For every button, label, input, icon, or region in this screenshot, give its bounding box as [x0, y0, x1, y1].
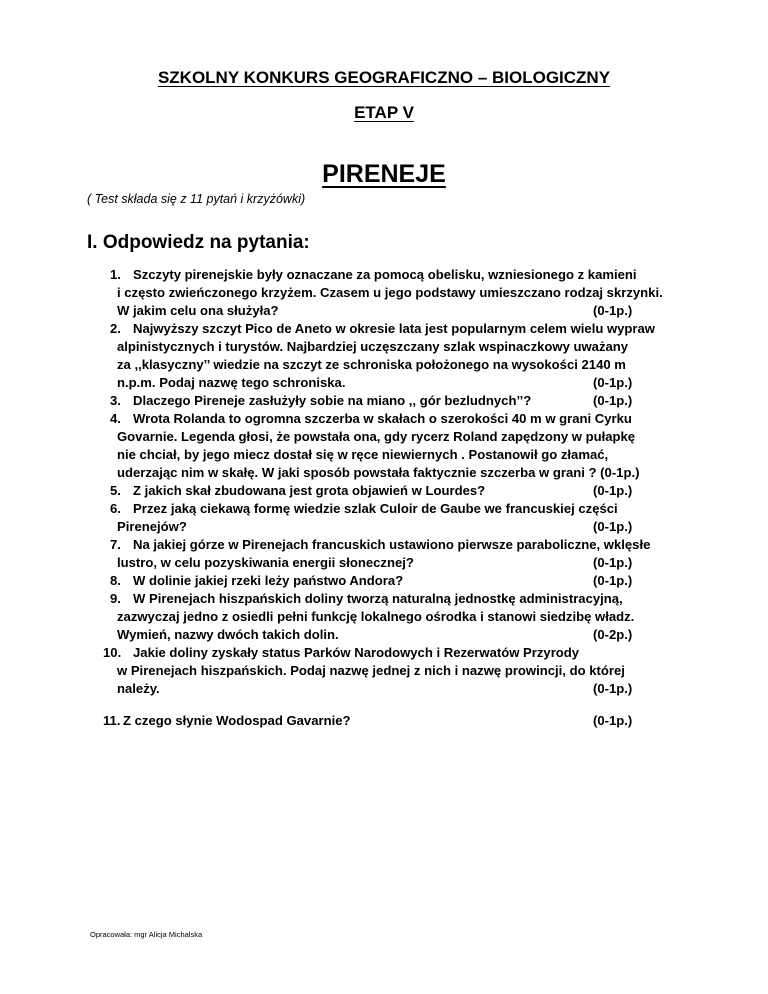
question-number: 7.: [110, 537, 121, 552]
question-text-line: Wrota Rolanda to ogromna szczerba w skałach o szerokości 40 m w grani Cyrku: [133, 411, 632, 426]
question-points: (0-1p.): [593, 375, 633, 390]
footer-author: Opracowała: mgr Alicja Michalska: [90, 930, 203, 939]
question-number: 4.: [110, 411, 121, 426]
question-points: (0-1p.): [593, 555, 633, 570]
question-text-line: lustro, w celu pozyskiwania energii słonecznej?: [117, 555, 414, 570]
question-text-line: i często zwieńczonego krzyżem. Czasem u jego podstawy umieszczano rodzaj skrzynki.: [117, 285, 663, 300]
question-number: 8.: [110, 573, 121, 588]
question-points: (0-1p.): [593, 519, 633, 534]
question-points: (0-2p.): [593, 627, 633, 642]
question-text-line: Z czego słynie Wodospad Gavarnie?: [123, 713, 351, 728]
question-text-line: W dolinie jakiej rzeki leży państwo Andora?: [133, 573, 404, 588]
question-text-line: w Pirenejach hiszpańskich. Podaj nazwę jednej z nich i nazwę prowincji, do której: [117, 663, 625, 678]
question-text-line: W jakim celu ona służyła?: [117, 303, 279, 318]
question-points: (0-1p.): [593, 713, 633, 728]
question-text-line: Dlaczego Pireneje zasłużyły sobie na miano ,, gór bezludnych’’?: [133, 393, 532, 408]
question-text-line: zazwyczaj jedno z osiedli pełni funkcję lokalnego ośrodka i stanowi siedzibę władz.: [117, 609, 635, 624]
question-text-line: alpinistycznych i turystów. Najbardziej uczęszczany szlak wspinaczkowy uważany: [117, 339, 629, 354]
question-text-line: Govarnie. Legenda głosi, że powstała ona, gdy rycerz Roland zapędzony w pułapkę: [117, 429, 636, 444]
question-text-line: Wymień, nazwy dwóch takich dolin.: [117, 627, 339, 642]
question-text-line: Z jakich skał zbudowana jest grota objawień w Lourdes?: [133, 483, 486, 498]
page-header-stage: ETAP V: [354, 103, 414, 122]
topic-title: PIRENEJE: [322, 160, 446, 188]
section-title: I. Odpowiedz na pytania:: [87, 232, 310, 253]
question-text-line: nie chciał, by jego miecz dostał się w ręce niewiernych . Postanowił go złamać,: [117, 447, 609, 462]
question-text-line: Przez jaką ciekawą formę wiedzie szlak Culoir de Gaube we francuskiej części: [133, 501, 618, 516]
question-text-line: Najwyższy szczyt Pico de Aneto w okresie lata jest popularnym celem wielu wypraw: [133, 321, 655, 336]
question-number: 5.: [110, 483, 121, 498]
question-number: 11.: [103, 713, 121, 728]
question-text-line: za ,,klasyczny’’ wiedzie na szczyt ze schroniska położonego na wysokości 2140 m: [117, 357, 626, 372]
question-number: 10.: [103, 645, 122, 660]
question-text-line: Szczyty pirenejskie były oznaczane za pomocą obelisku, wzniesionego z kamieni: [133, 267, 637, 282]
question-number: 6.: [110, 501, 121, 516]
question-points: (0-1p.): [593, 393, 633, 408]
question-text-line: Pirenejów?: [117, 519, 187, 534]
question-number: 2.: [110, 321, 121, 336]
question-text-line: uderzając nim w skałę. W jaki sposób powstała faktycznie szczerba w grani ? (0-1p.): [117, 465, 640, 480]
question-number: 1.: [110, 267, 121, 282]
question-text-line: Na jakiej górze w Pirenejach francuskich ustawiono pierwsze paraboliczne, wklęsłe: [133, 537, 651, 552]
page-header-title: SZKOLNY KONKURS GEOGRAFICZNO – BIOLOGICZNY: [157, 68, 611, 87]
question-points: (0-1p.): [593, 681, 633, 696]
test-note: ( Test składa się z 11 pytań i krzyżówki): [87, 192, 306, 206]
question-text-line: n.p.m. Podaj nazwę tego schroniska.: [117, 375, 346, 390]
question-points: (0-1p.): [593, 303, 633, 318]
question-points: (0-1p.): [593, 483, 633, 498]
question-text-line: Jakie doliny zyskały status Parków Narodowych i Rezerwatów Przyrody: [133, 645, 580, 660]
question-number: 9.: [110, 591, 121, 606]
question-text-line: należy.: [117, 681, 160, 696]
question-points: (0-1p.): [593, 573, 633, 588]
question-text-line: W Pirenejach hiszpańskich doliny tworzą naturalną jednostkę administracyjną,: [133, 591, 623, 606]
question-number: 3.: [110, 393, 121, 408]
